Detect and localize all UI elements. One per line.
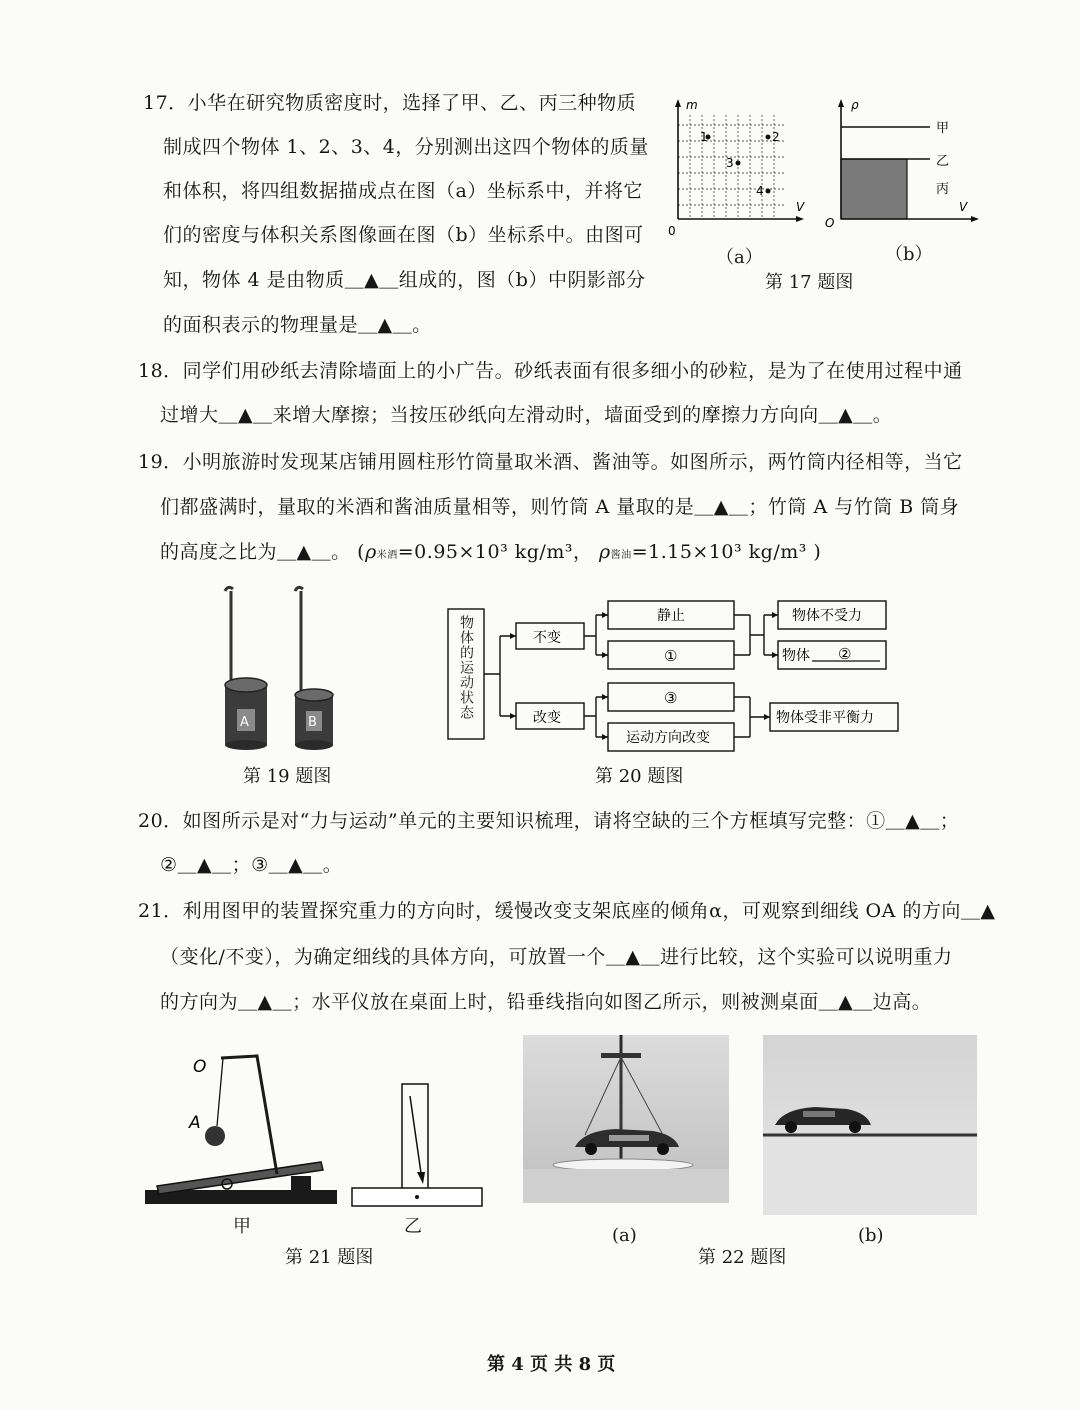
q19-rho-b-sub: 酱油: [610, 550, 632, 561]
q17-figure-b-label: （b）: [885, 244, 933, 265]
q20-changed-box: 改变: [533, 710, 561, 726]
q19-rho-a: ρ: [365, 541, 377, 563]
q19-open-paren: (: [357, 541, 366, 563]
q21-label-yi: 乙: [404, 1216, 422, 1237]
q17-line-3: 和体积，将四组数据描成点在图（a）坐标系中，并将它: [163, 180, 643, 202]
q19-tube-a-label: A: [240, 715, 249, 730]
q20-blank-3-box: ③: [664, 689, 678, 707]
q20-concept-map: [440, 595, 910, 760]
q21-figure-jia: [145, 1050, 345, 1220]
q21-figure-yi: [350, 1080, 490, 1210]
q20-caption: 第 20 题图: [595, 766, 684, 787]
q18-line-2: 过增大＿▲＿来增大摩擦；当按压砂纸向左滑动时，墙面受到的摩擦力方向向＿▲＿。: [160, 404, 893, 426]
q17-figure-a: [660, 95, 810, 245]
q17b-axis-rho: ρ: [851, 98, 859, 112]
q17-figure-b: [825, 95, 985, 245]
q20-unchanged-box: 不变: [533, 630, 561, 646]
q22-photo-a: [523, 1035, 729, 1203]
q17-line-4: 们的密度与体积关系图像画在图（b）坐标系中。由图可: [163, 224, 644, 246]
q20-still-box: 静止: [657, 608, 685, 624]
q20-line-2: ②＿▲＿；③＿▲＿。: [160, 854, 343, 876]
q22-caption: 第 22 题图: [698, 1247, 787, 1268]
q21-line-1: 21．利用图甲的装置探究重力的方向时，缓慢改变支架底座的倾角α，可观察到细线 OA 的方向＿▲: [138, 900, 996, 922]
q20-blank-2: ②: [838, 645, 852, 663]
q19-line-1: 19．小明旅游时发现某店铺用圆柱形竹筒量取米酒、酱油等。如图所示，两竹筒内径相等，当它: [138, 451, 963, 473]
q19-line-2: 们都盛满时，量取的米酒和酱油质量相等，则竹筒 A 量取的是＿▲＿；竹筒 A 与竹筒 B 筒身: [160, 496, 960, 518]
q20-root-box: 物体的运动状态: [458, 615, 474, 720]
q22-label-a: (a): [612, 1225, 637, 1246]
q20-line-1: 20．如图所示是对“力与运动”单元的主要知识梳理，请将空缺的三个方框填写完整：①＿▲＿；: [138, 810, 960, 832]
q17b-axis-v: V: [959, 200, 968, 214]
q19-density-soy-sauce: =1.15×10³ kg/m³ ): [631, 541, 822, 563]
q19-density-rice-wine: =0.95×10³ kg/m³，: [397, 541, 593, 563]
q21-caption: 第 21 题图: [285, 1247, 374, 1268]
q17a-point-3: 3: [726, 156, 734, 170]
q17a-point-1: 1: [700, 130, 708, 144]
q19-line-3-text: 的高度之比为＿▲＿。: [160, 541, 351, 563]
q20-no-force-box: 物体不受力: [792, 608, 862, 624]
q18-line-1: 18．同学们用砂纸去清除墙面上的小广告。砂纸表面有很多细小的砂粒，是为了在使用过程中通: [138, 360, 963, 382]
q17a-point-2: 2: [772, 130, 780, 144]
q17a-point-4: 4: [756, 184, 764, 198]
q21-line-3: 的方向为＿▲＿；水平仪放在桌面上时，铅垂线指向如图乙所示，则被测桌面＿▲＿边高。: [160, 991, 932, 1013]
q17b-label-yi: 乙: [936, 154, 950, 169]
q17a-axis-m: m: [686, 98, 698, 112]
q19-figure: [215, 585, 345, 755]
q21-label-o: O: [193, 1057, 207, 1077]
q20-blank-1-box: ①: [664, 647, 678, 665]
q19-rho-a-sub: 米酒: [376, 550, 398, 561]
q17b-label-bing: 丙: [936, 182, 950, 197]
q17a-origin: 0: [668, 224, 676, 238]
q20-direction-change-box: 运动方向改变: [626, 730, 710, 746]
q22-photo-b: [763, 1035, 977, 1215]
q19-caption: 第 19 题图: [243, 766, 332, 787]
q21-line-2: （变化/不变），为确定细线的具体方向，可放置一个＿▲＿进行比较，这个实验可以说明重力: [160, 946, 953, 968]
q20-unbalanced-box: 物体受非平衡力: [776, 710, 874, 726]
page-number: 第 4 页 共 8 页: [487, 1354, 616, 1375]
q21-label-a: A: [189, 1113, 201, 1133]
q17-line-6: 的面积表示的物理量是＿▲＿。: [163, 314, 432, 336]
q17-figure-a-label: （a）: [716, 247, 763, 268]
q17a-axis-v: V: [796, 200, 805, 214]
q17-line-1: 17．小华在研究物质密度时，选择了甲、乙、丙三种物质: [143, 92, 637, 114]
q20-body-label: 物体: [782, 648, 810, 664]
q19-line-3: [160, 537, 821, 564]
q19-rho-b: ρ: [599, 541, 611, 563]
q17b-label-jia: 甲: [936, 121, 950, 136]
q17b-origin: O: [825, 216, 835, 230]
q21-label-jia: 甲: [233, 1216, 251, 1237]
q19-tube-b-label: B: [308, 715, 317, 730]
q17-caption: 第 17 题图: [765, 272, 854, 293]
q22-label-b: (b): [858, 1225, 884, 1246]
q17-line-5: 知，物体 4 是由物质＿▲＿组成的，图（b）中阴影部分: [163, 269, 646, 291]
q17-line-2: 制成四个物体 1、2、3、4，分别测出这四个物体的质量: [163, 136, 649, 158]
